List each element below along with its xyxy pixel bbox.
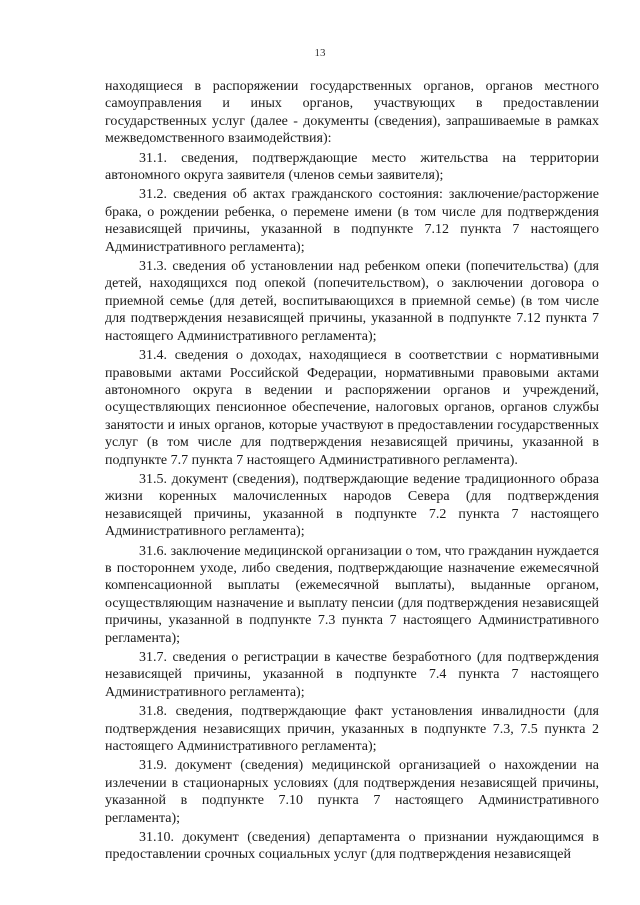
paragraph-31-1: 31.1. сведения, подтверждающие место жительства на территории автономного округа заявителя (членов семьи заявителя); (105, 150, 599, 184)
paragraph-31-5: 31.5. документ (сведения), подтверждающие ведение традиционного образа жизни коренных малочисленных народов Севера (для подтверждения независящей причины, указанной в подпункте 7.2 пункта 7 настоящего Административного регламента); (105, 471, 599, 540)
page-number: 13 (314, 47, 326, 59)
paragraph-intro: находящиеся в распоряжении государственных органов, органов местного самоуправления и иных органов, участвующих в предоставлении государственных услуг (далее - документы (сведения), запрашиваемые в рамках межведомственного взаимодействия): (105, 79, 599, 147)
document-body (105, 78, 599, 866)
paragraph-31-7: 31.7. сведения о регистрации в качестве безработного (для подтверждения независящей причины, указанной в подпункте 7.4 пункта 7 настоящего Административного регламента); (105, 650, 599, 700)
paragraph-31-8: 31.8. сведения, подтверждающие факт установления инвалидности (для подтверждения независящих причин, указанных в подпункте 7.3, 7.5 пункта 2 настоящего Административного регламента); (105, 704, 599, 755)
paragraph-31-3: 31.3. сведения об установлении над ребенком опеки (попечительства) (для детей, находящихся под опекой (попечительством), о заключении договора о приемной семье (для детей, воспитывающихся в приемной семье) (в том числе для подтверждения независящей причины, указанной в подпункте 7.12 пункта 7 настоящего Административного регламента); (105, 259, 599, 344)
paragraph-31-4: 31.4. сведения о доходах, находящиеся в соответствии с нормативными правовыми актами Российской Федерации, нормативными правовыми актами автономного округа в ведении и распоряжении органов и учреждений, осуществляющих пенсионное обеспечение, налоговых органов, органов службы занятости и иных органов, которые участвуют в предоставлении государственных услуг (в том числе для подтверждения независящей причины, указанной в подпункте 7.7 пункта 7 настоящего Административного регламента). (105, 348, 599, 468)
paragraph-31-10: 31.10. документ (сведения) департамента о признании нуждающимся в предоставлении срочных социальных услуг (для подтверждения независящей (105, 830, 599, 863)
paragraph-31-2: 31.2. сведения об актах гражданского состояния: заключение/расторжение брака, о рождении ребенка, о перемене имени (в том числе для подтверждения независящей причины, указанной в подпункте 7.12 пункта 7 настоящего Административного регламента); (105, 187, 599, 255)
paragraph-31-6: 31.6. заключение медицинской организации о том, что гражданин нуждается в постороннем уходе, либо сведения, подтверждающие назначение ежемесячной компенсационной выплаты (ежемесячной выплаты), выданные органом, осуществляющим назначение и выплату пенсии (для подтверждения независящей причины, указанной в подпункте 7.3 пункта 7 настоящего Административного регламента); (105, 543, 599, 646)
paragraph-31-9: 31.9. документ (сведения) медицинской организацией о нахождении на излечении в стационарных условиях (для подтверждения независящей причины, указанной в подпункте 7.10 пункта 7 настоящего Административного регламента); (105, 758, 599, 826)
